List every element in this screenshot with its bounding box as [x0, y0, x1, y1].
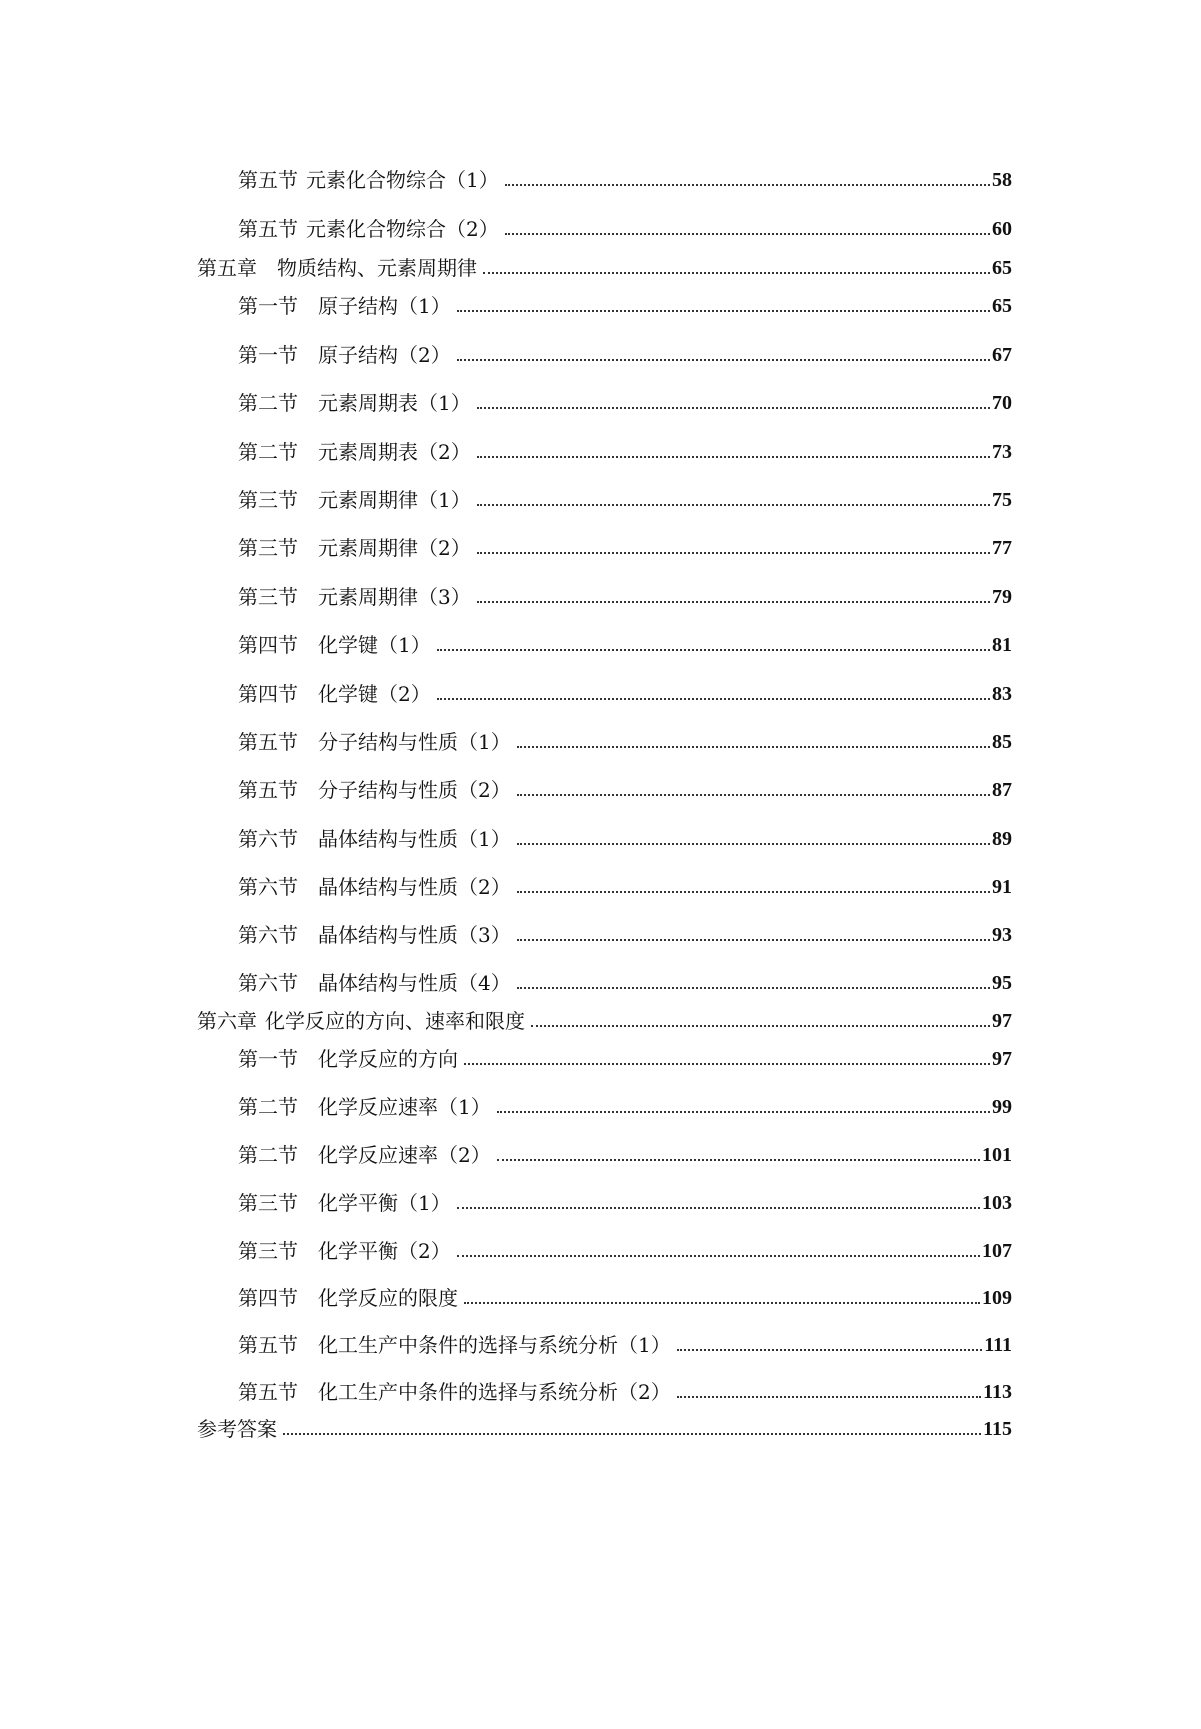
- page-number: 83: [992, 683, 1012, 705]
- toc-entry: [238, 1235, 1012, 1263]
- dot-leader: [477, 504, 990, 506]
- toc-answers-entry: [197, 1413, 1012, 1441]
- toc-entry-label: [238, 536, 475, 560]
- page-number: 91: [992, 876, 1012, 898]
- dot-leader: [483, 272, 990, 274]
- entry-title: 化学键（1）: [318, 633, 431, 657]
- toc-entry-label: [238, 971, 515, 995]
- entry-title: 化工生产中条件的选择与系统分析（2）: [318, 1380, 671, 1404]
- dot-leader: [531, 1025, 990, 1027]
- toc-entry: [238, 532, 1012, 560]
- toc-entry: [238, 436, 1012, 464]
- toc-entry-label: [238, 488, 475, 512]
- toc-entry-label: [238, 730, 515, 754]
- page-number: 99: [992, 1096, 1012, 1118]
- section-number: 第四节: [238, 1286, 298, 1310]
- section-number: 第五节: [238, 168, 298, 192]
- section-number: 第三节: [238, 1239, 298, 1263]
- entry-title: 分子结构与性质（2）: [318, 778, 511, 802]
- section-number: 第五节: [238, 778, 298, 802]
- page-number: 115: [983, 1418, 1012, 1440]
- page-number: 75: [992, 489, 1012, 511]
- dot-leader: [477, 601, 990, 603]
- entry-title: 元素周期律（2）: [318, 536, 471, 560]
- toc-entry: [238, 1329, 1012, 1357]
- page-number: 79: [992, 586, 1012, 608]
- entry-title: 参考答案: [197, 1417, 277, 1441]
- page-number: 107: [982, 1240, 1012, 1262]
- entry-title: 原子结构（1）: [318, 294, 451, 318]
- toc-entry-label: [238, 391, 475, 415]
- section-number: 第五节: [238, 217, 298, 241]
- chapter-number: 第六章: [197, 1009, 257, 1033]
- toc-entry: [238, 1043, 1012, 1071]
- toc-entry-label: [238, 294, 455, 318]
- page-number: 77: [992, 537, 1012, 559]
- dot-leader: [283, 1433, 981, 1435]
- toc-entry-label: [197, 1009, 529, 1033]
- page-number: 97: [992, 1048, 1012, 1070]
- section-number: 第四节: [238, 682, 298, 706]
- page-number: 87: [992, 779, 1012, 801]
- section-number: 第四节: [238, 633, 298, 657]
- entry-title: 元素周期律（1）: [318, 488, 471, 512]
- section-number: 第一节: [238, 1047, 298, 1071]
- section-number: 第六节: [238, 875, 298, 899]
- page-number: 65: [992, 257, 1012, 279]
- dot-leader: [457, 310, 990, 312]
- section-number: 第六节: [238, 971, 298, 995]
- entry-title: 化学反应速率（2）: [318, 1143, 491, 1167]
- toc-entry-label: [238, 1380, 675, 1404]
- toc-entry: [238, 629, 1012, 657]
- dot-leader: [677, 1396, 981, 1398]
- dot-leader: [517, 987, 990, 989]
- toc-entry: [238, 823, 1012, 851]
- toc-entry-label: [238, 1095, 495, 1119]
- section-number: 第三节: [238, 488, 298, 512]
- toc-entry-label: [238, 217, 503, 241]
- page-number: 89: [992, 828, 1012, 850]
- page-number: 109: [982, 1287, 1012, 1309]
- dot-leader: [677, 1349, 982, 1351]
- dot-leader: [505, 233, 990, 235]
- section-number: 第三节: [238, 585, 298, 609]
- toc-entry: [238, 1139, 1012, 1167]
- toc-entry-label: [238, 633, 435, 657]
- toc-entry-label: [238, 168, 503, 192]
- page-number: 58: [992, 169, 1012, 191]
- page-number: 95: [992, 972, 1012, 994]
- toc-entry: [238, 290, 1012, 318]
- toc-entry: [238, 967, 1012, 995]
- entry-title: 晶体结构与性质（3）: [318, 923, 511, 947]
- toc-entry: [238, 774, 1012, 802]
- toc-entry: [238, 871, 1012, 899]
- section-number: 第二节: [238, 391, 298, 415]
- entry-title: 分子结构与性质（1）: [318, 730, 511, 754]
- toc-entry-label: [238, 1239, 455, 1263]
- dot-leader: [477, 552, 990, 554]
- section-number: 第五节: [238, 730, 298, 754]
- dot-leader: [517, 891, 990, 893]
- toc-entry-label: [197, 1417, 281, 1441]
- toc-entry-label: [238, 1047, 462, 1071]
- toc-entry-label: [238, 923, 515, 947]
- dot-leader: [497, 1111, 990, 1113]
- chapter-number: 第五章: [197, 256, 257, 280]
- toc-entry: [238, 339, 1012, 367]
- toc-entry-label: [238, 827, 515, 851]
- toc-entry: [238, 726, 1012, 754]
- section-number: 第二节: [238, 440, 298, 464]
- dot-leader: [457, 1207, 980, 1209]
- toc-entry: [238, 678, 1012, 706]
- page-number: 73: [992, 441, 1012, 463]
- entry-title: 化工生产中条件的选择与系统分析（1）: [318, 1333, 671, 1357]
- dot-leader: [437, 698, 990, 700]
- toc-entry: [238, 164, 1012, 192]
- toc-entry-label: [238, 1286, 462, 1310]
- page-number: 65: [992, 295, 1012, 317]
- entry-title: 元素周期表（1）: [318, 391, 471, 415]
- dot-leader: [477, 456, 990, 458]
- section-number: 第六节: [238, 923, 298, 947]
- section-number: 第一节: [238, 343, 298, 367]
- entry-title: 元素周期表（2）: [318, 440, 471, 464]
- section-number: 第三节: [238, 1191, 298, 1215]
- dot-leader: [505, 184, 990, 186]
- toc-chapter-entry: [197, 1005, 1012, 1033]
- toc-entry: [238, 581, 1012, 609]
- entry-title: 化学反应的方向、速率和限度: [265, 1009, 525, 1033]
- page-number: 60: [992, 218, 1012, 240]
- toc-entry-label: [238, 1333, 675, 1357]
- dot-leader: [464, 1063, 990, 1065]
- entry-title: 化学反应的方向: [318, 1047, 458, 1071]
- dot-leader: [457, 1255, 980, 1257]
- entry-title: 化学反应速率（1）: [318, 1095, 491, 1119]
- section-number: 第五节: [238, 1380, 298, 1404]
- entry-title: 晶体结构与性质（1）: [318, 827, 511, 851]
- entry-title: 元素化合物综合（1）: [306, 168, 499, 192]
- dot-leader: [437, 649, 990, 651]
- section-number: 第二节: [238, 1143, 298, 1167]
- page-number: 85: [992, 731, 1012, 753]
- dot-leader: [497, 1159, 980, 1161]
- toc-entry-label: [238, 1143, 495, 1167]
- toc-entry-label: [238, 682, 435, 706]
- entry-title: 化学平衡（2）: [318, 1239, 451, 1263]
- page-number: 93: [992, 924, 1012, 946]
- toc-entry-label: [238, 440, 475, 464]
- page-number: 113: [983, 1381, 1012, 1403]
- section-number: 第一节: [238, 294, 298, 318]
- toc-entry-label: [238, 585, 475, 609]
- entry-title: 晶体结构与性质（4）: [318, 971, 511, 995]
- page-number: 70: [992, 392, 1012, 414]
- section-number: 第五节: [238, 1333, 298, 1357]
- toc-entry: [238, 919, 1012, 947]
- entry-title: 元素周期律（3）: [318, 585, 471, 609]
- dot-leader: [517, 794, 990, 796]
- page-number: 67: [992, 344, 1012, 366]
- entry-title: 物质结构、元素周期律: [277, 256, 477, 280]
- entry-title: 化学键（2）: [318, 682, 431, 706]
- page-number: 111: [984, 1334, 1012, 1356]
- toc-entry: [238, 1187, 1012, 1215]
- section-number: 第三节: [238, 536, 298, 560]
- page-number: 81: [992, 634, 1012, 656]
- toc-entry-label: [238, 875, 515, 899]
- dot-leader: [517, 939, 990, 941]
- toc-entry: [238, 484, 1012, 512]
- dot-leader: [477, 407, 990, 409]
- entry-title: 元素化合物综合（2）: [306, 217, 499, 241]
- toc-entry: [238, 1376, 1012, 1404]
- entry-title: 原子结构（2）: [318, 343, 451, 367]
- section-number: 第六节: [238, 827, 298, 851]
- toc-entry-label: [238, 343, 455, 367]
- toc-entry-label: [238, 778, 515, 802]
- page-number: 97: [992, 1010, 1012, 1032]
- toc-entry: [238, 1282, 1012, 1310]
- entry-title: 晶体结构与性质（2）: [318, 875, 511, 899]
- toc-entry-label: [238, 1191, 455, 1215]
- dot-leader: [457, 359, 990, 361]
- toc-entry: [238, 1091, 1012, 1119]
- entry-title: 化学反应的限度: [318, 1286, 458, 1310]
- page-number: 103: [982, 1192, 1012, 1214]
- dot-leader: [517, 746, 990, 748]
- section-number: 第二节: [238, 1095, 298, 1119]
- toc-chapter-entry: [197, 252, 1012, 280]
- dot-leader: [517, 843, 990, 845]
- entry-title: 化学平衡（1）: [318, 1191, 451, 1215]
- page-number: 101: [982, 1144, 1012, 1166]
- toc-entry-label: [197, 256, 481, 280]
- toc-entry: [238, 387, 1012, 415]
- toc-entry: [238, 213, 1012, 241]
- dot-leader: [464, 1302, 980, 1304]
